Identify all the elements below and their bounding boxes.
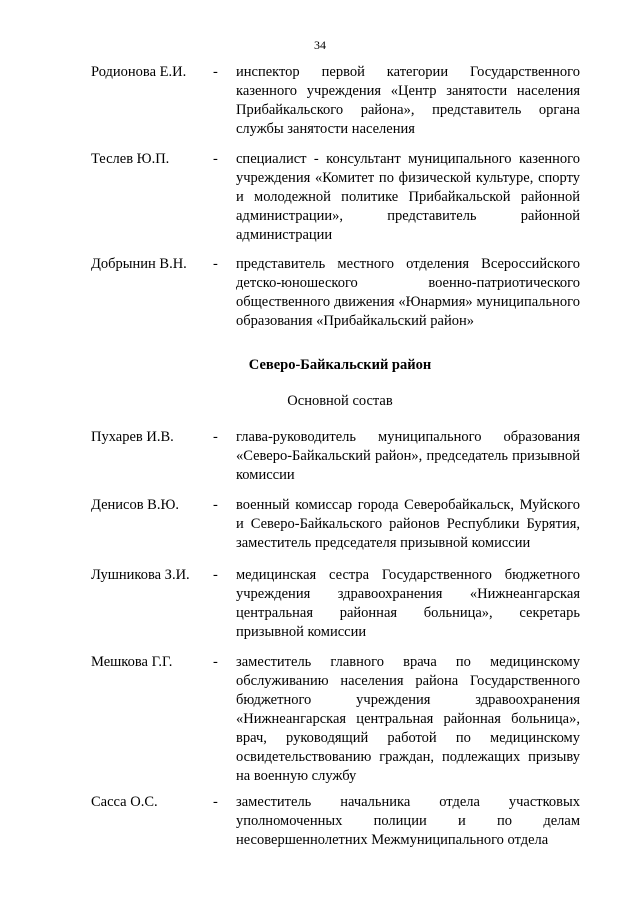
entry-name: Добрынин В.Н. bbox=[91, 256, 187, 272]
entry-name: Пухарев И.В. bbox=[91, 429, 174, 445]
entry-description: специалист - консультант муниципального казенного учреждения «Комитет по физической культуре, спорту и молодежной политике Прибайкальской районной администрации», представитель районной администрации bbox=[236, 151, 580, 243]
section-title: Северо-Байкальский район bbox=[248, 357, 432, 373]
entry-dash: - bbox=[213, 256, 218, 272]
entry-description: представитель местного отделения Всероссийского детско-юношеского военно-патриотического общественного движения «Юнармия» муниципального образования «Прибайкальский район» bbox=[236, 256, 580, 329]
entry-description: заместитель главного врача по медицинскому обслуживанию населения района Государственного бюджетного учреждения здравоохранения «Нижнеангарская центральная районная больница», врач, руководящий работой по медицинскому освидетельствованию граждан, подлежащих призыву на военную службу bbox=[236, 654, 580, 784]
entry-dash: - bbox=[213, 429, 218, 445]
entry-dash: - bbox=[213, 794, 218, 810]
subsection-title: Основной состав bbox=[287, 393, 393, 409]
entry-name: Сасса О.С. bbox=[91, 794, 158, 810]
entry-name: Теслев Ю.П. bbox=[91, 151, 170, 167]
entry-dash: - bbox=[213, 64, 218, 80]
entry-description: заместитель начальника отдела участковых уполномоченных полиции и по делам несовершеннолетних Межмуниципального отдела bbox=[236, 794, 580, 848]
entry-name: Денисов В.Ю. bbox=[91, 497, 180, 513]
entry-dash: - bbox=[213, 654, 218, 670]
entry-name: Родионова Е.И. bbox=[91, 64, 187, 80]
entry-name: Лушникова З.И. bbox=[91, 567, 190, 583]
entry-dash: - bbox=[213, 151, 218, 167]
entry-description: инспектор первой категории Государственного казенного учреждения «Центр занятости населения Прибайкальского района», представитель органа службы занятости населения bbox=[236, 64, 580, 137]
entry-description: военный комиссар города Северобайкальск, Муйского и Северо-Байкальского районов Республики Бурятия, заместитель председателя призывной комиссии bbox=[236, 497, 580, 551]
entry-description: глава-руководитель муниципального образования «Северо-Байкальский район», председатель призывной комиссии bbox=[236, 429, 580, 483]
page-number: 34 bbox=[314, 38, 326, 52]
entry-name: Мешкова Г.Г. bbox=[91, 654, 173, 670]
entry-dash: - bbox=[213, 497, 218, 513]
entry-dash: - bbox=[213, 567, 218, 583]
entry-description: медицинская сестра Государственного бюджетного учреждения здравоохранения «Нижнеангарская центральная районная больница», секретарь призывной комиссии bbox=[236, 567, 580, 640]
